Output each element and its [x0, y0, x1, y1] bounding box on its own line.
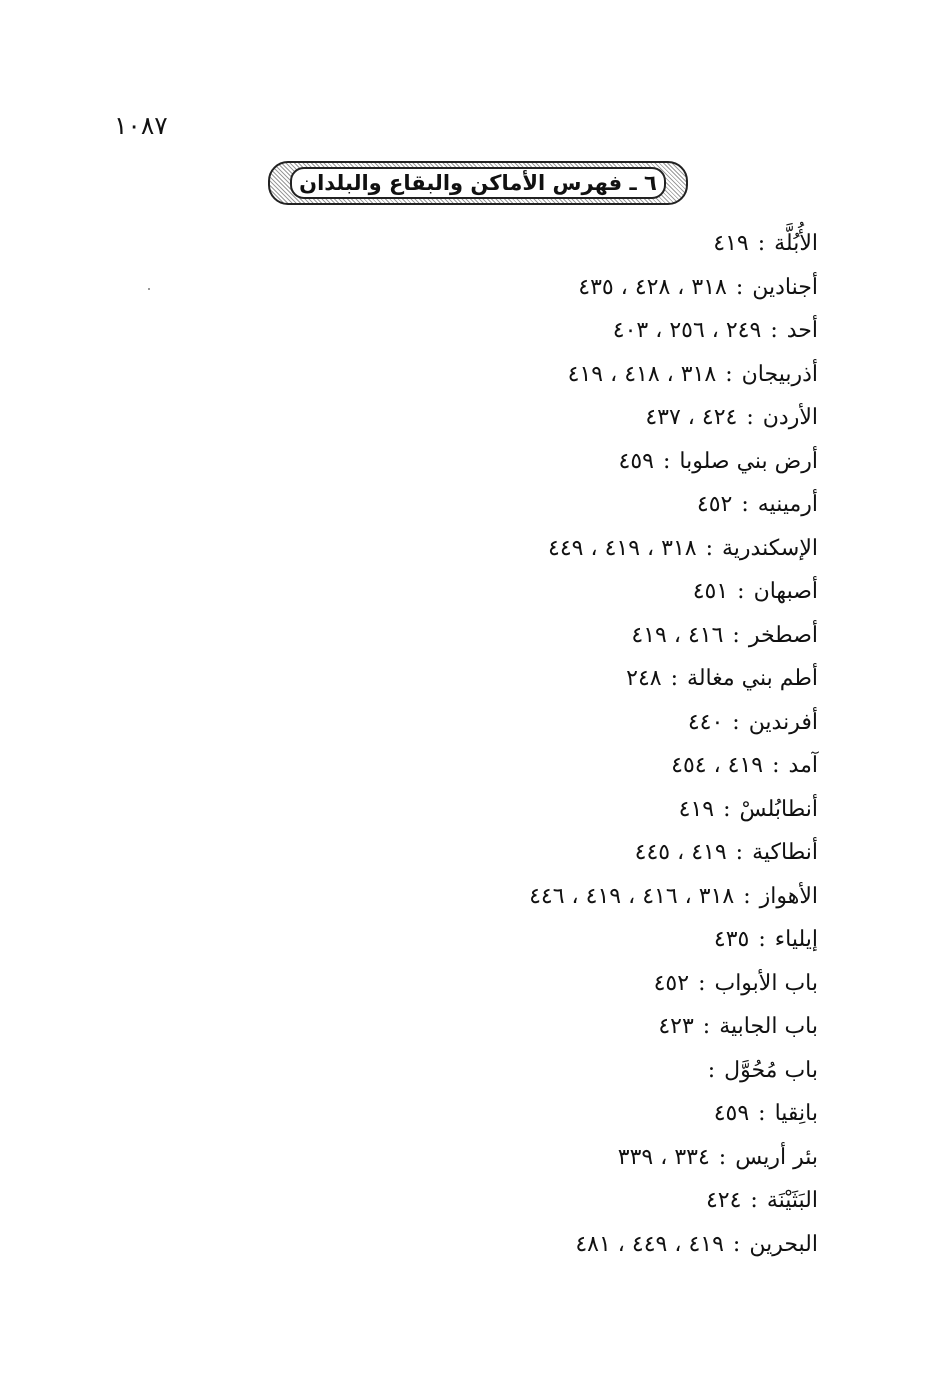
entry-pages: ٤١٩ [713, 231, 749, 256]
entry-place: البحرين [749, 1231, 818, 1257]
index-entry [529, 1179, 818, 1223]
entry-place: أصطخر [748, 622, 818, 648]
entry-separator: : [698, 970, 706, 996]
entry-separator: : [670, 666, 679, 691]
entry-place: أحد [786, 318, 818, 343]
section-title-box [290, 167, 666, 199]
entry-pages: ٤٥٩ [618, 448, 654, 474]
entry-separator: : [732, 1231, 741, 1257]
index-entry [529, 657, 818, 701]
entry-place: الأردن [762, 405, 818, 430]
index-entry [529, 222, 818, 266]
entry-place: أفرندين [748, 709, 818, 735]
entry-place: البَثَيْنَة [766, 1188, 818, 1213]
index-entry [529, 918, 818, 962]
entry-place: باب مُحُوَّل [724, 1057, 818, 1083]
entry-pages: ٤١٩ ، ٤٥٤ [671, 753, 764, 778]
entry-separator: : [705, 535, 714, 561]
index-entry [529, 788, 818, 832]
entry-separator: : [725, 361, 733, 387]
entry-pages: ٢٤٨ [626, 666, 662, 691]
entry-place: أصبهان [753, 579, 818, 604]
index-entry [529, 353, 818, 397]
entry-place: الأُبُلَّة [774, 231, 818, 256]
entry-place: باب الأبواب [714, 970, 818, 996]
entry-separator: : [746, 405, 754, 430]
entry-separator: : [758, 927, 766, 952]
entry-separator: : [735, 840, 744, 865]
entry-separator: : [772, 753, 780, 778]
entry-pages: ٤٢٤ [705, 1188, 742, 1213]
scan-speck [148, 288, 150, 290]
entry-pages: ٤١٩ [678, 796, 715, 822]
entry-separator: : [741, 492, 749, 517]
entry-pages: ٤١٩ ، ٤٤٥ [634, 840, 727, 865]
entry-place: باب الجابية [719, 1014, 818, 1039]
entry-pages: ٣١٨ ، ٤١٩ ، ٤٤٩ [548, 535, 697, 561]
entry-separator: : [758, 1101, 766, 1126]
entry-place: آمد [788, 753, 818, 778]
index-entry [529, 527, 818, 571]
place-index-list [529, 222, 818, 1266]
index-entry [529, 1136, 818, 1180]
entry-pages: ٣١٨ ، ٤١٨ ، ٤١٩ [567, 361, 717, 387]
entry-separator: : [737, 579, 745, 604]
entry-pages: ٤١٩ ، ٤٤٩ ، ٤٨١ [575, 1231, 724, 1257]
entry-pages: ٤٥٢ [696, 492, 733, 517]
entry-place: أذربيجان [741, 361, 818, 387]
index-entry [529, 1005, 818, 1049]
index-entry [529, 440, 818, 484]
entry-place: أجنادين [752, 274, 818, 300]
entry-separator: : [732, 622, 740, 648]
page-number: ١٠٨٧ [114, 111, 168, 140]
entry-pages: ٤٥٢ [653, 970, 690, 996]
entry-separator: : [743, 883, 751, 909]
entry-pages: ٢٤٩ ، ٢٥٦ ، ٤٠٣ [612, 318, 762, 343]
entry-place: الأهواز [759, 883, 818, 909]
index-entry [529, 614, 818, 658]
index-entry [529, 701, 818, 745]
entry-pages: ٣٣٤ ، ٣٣٩ [617, 1144, 710, 1170]
entry-separator: : [732, 709, 740, 735]
entry-separator: : [770, 318, 778, 343]
entry-place: بئر أريس [735, 1144, 818, 1170]
entry-place: أنطابُلسْ [739, 796, 818, 822]
index-entry [529, 570, 818, 614]
entry-place: أنطاكية [752, 840, 818, 865]
entry-pages: ٤٥١ [692, 579, 729, 604]
entry-separator: : [723, 796, 731, 822]
entry-place: أرمينيه [757, 492, 818, 517]
index-entry [529, 1049, 818, 1093]
entry-separator: : [702, 1014, 711, 1039]
entry-place: إيلياء [774, 927, 818, 952]
entry-pages: ٤٣٥ [713, 927, 750, 952]
index-entry [529, 744, 818, 788]
entry-pages: ٣١٨ ، ٤١٦ ، ٤١٩ ، ٤٤٦ [529, 883, 735, 909]
entry-pages: ٤٤٠ [687, 709, 724, 735]
index-entry [529, 266, 818, 310]
index-entry [529, 483, 818, 527]
entry-pages: ٤٥٩ [713, 1101, 750, 1126]
section-title-frame [268, 161, 688, 205]
index-entry [529, 309, 818, 353]
index-entry [529, 875, 818, 919]
entry-place: أطم بني مغالة [687, 666, 818, 691]
entry-separator: : [663, 448, 671, 474]
entry-separator: : [757, 231, 766, 256]
entry-place: بانِقيا [774, 1101, 818, 1126]
entry-pages: ٣١٨ ، ٤٢٨ ، ٤٣٥ [578, 274, 727, 300]
index-entry [529, 962, 818, 1006]
entry-separator: : [707, 1057, 716, 1083]
entry-pages: ٤٢٤ ، ٤٣٧ [645, 405, 738, 430]
entry-place: أرض بني صلوبا [679, 448, 818, 474]
entry-pages: ٤١٦ ، ٤١٩ [631, 622, 724, 648]
entry-pages: ٤٢٣ [658, 1014, 694, 1039]
entry-separator: : [718, 1144, 727, 1170]
section-title: ٦ ـ فهرس الأماكن والبقاع والبلدان [299, 171, 657, 195]
entry-separator: : [735, 274, 744, 300]
entry-place: الإسكندرية [722, 535, 818, 561]
index-entry [529, 396, 818, 440]
entry-separator: : [750, 1188, 758, 1213]
index-entry [529, 1092, 818, 1136]
index-entry [529, 1223, 818, 1267]
index-entry [529, 831, 818, 875]
